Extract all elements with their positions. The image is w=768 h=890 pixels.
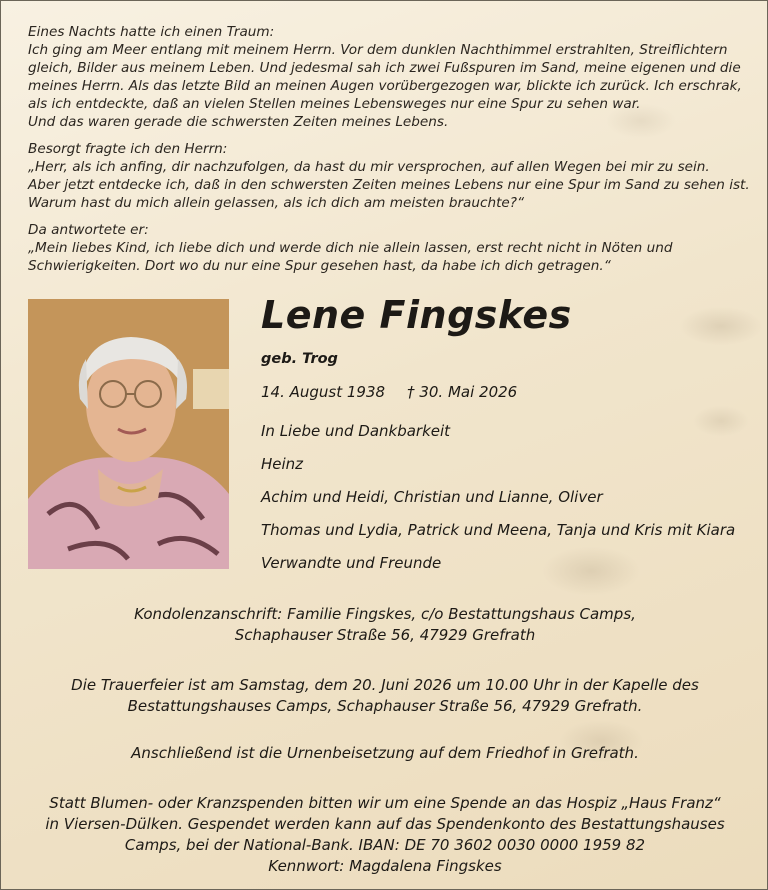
mourner-line: Verwandte und Freunde — [261, 554, 442, 572]
maiden-name: geb. Trog — [261, 351, 338, 367]
death-date: † 30. Mai 2026 — [407, 383, 518, 401]
poem-stanza-2: Besorgt fragte ich den Herrn: „Herr, als ich anfing, dir nachzufolgen, da hast du mir versprochen, auf allen Wegen bei mir zu sein. Aber jetzt entdecke ich, daß in den schwersten Zeiten meines Lebens nur eine Spur im Sand zu sehen ist. Warum hast du mich allein gelassen, als ich dich am meisten brauchte?“ — [28, 141, 750, 211]
condolence-address: Kondolenzanschrift: Familie Fingskes, c/o Bestattungshaus Camps, Schaphauser Straße 56, 47929 Grefrath — [134, 605, 636, 644]
mourners-intro: In Liebe und Dankbarkeit — [261, 422, 451, 440]
mourner-line: Thomas und Lydia, Patrick und Meena, Tanja und Kris mit Kiara — [261, 521, 736, 539]
life-dates — [261, 383, 539, 401]
footprints-poem — [28, 23, 753, 284]
portrait-photo — [28, 299, 229, 569]
portrait-illustration — [28, 299, 229, 569]
deceased-name: Lene Fingskes — [261, 293, 572, 337]
mourners-list — [261, 421, 735, 586]
poem-stanza-1: Eines Nachts hatte ich einen Traum: Ich ging am Meer entlang mit meinem Herrn. Vor dem dunklen Nachthimmel erstrahlten, Streiflichtern gleich, Bilder aus meinem Leben. Und jedesmal sah ich zwei Fußspuren im Sand, meine eigenen und die meines Herrn. Als das letzte Bild an meinen Augen vorübergezogen war, blickte ich zurück. Ich erschrak, als ich entdeckte, daß an vielen Stellen meines Lebensweges nur eine Spur zu sehen war. Und das waren gerade die schwersten Zeiten meines Lebens. — [28, 24, 742, 130]
mourner-line: Heinz — [261, 455, 304, 473]
burial-info: Anschließend ist die Urnenbeisetzung auf dem Friedhof in Grefrath. — [131, 744, 639, 762]
birth-date: 14. August 1938 — [261, 383, 386, 401]
donation-info: Statt Blumen- oder Kranzspenden bitten wir um eine Spende an das Hospiz „Haus Franz“ in Viersen-Dülken. Gespendet werden kann auf das Spendenkonto des Bestattungshauses Camps, bei der National-Bank. IBAN: DE 70 3602 0030 0000 1959 82 Kennwort: Magdalena Fingskes — [45, 794, 725, 875]
funeral-info: Die Trauerfeier ist am Samstag, dem 20. Juni 2026 um 10.00 Uhr in der Kapelle des Bestattungshauses Camps, Schaphauser Straße 56, 47929 Grefrath. — [71, 676, 699, 715]
poem-stanza-3: Da antwortete er: „Mein liebes Kind, ich liebe dich und werde dich nie allein lassen, erst recht nicht in Nöten und Schwierigkeiten. Dort wo du nur eine Spur gesehen hast, da habe ich dich getragen.“ — [28, 222, 673, 274]
mourner-line: Achim und Heidi, Christian und Lianne, Oliver — [261, 488, 603, 506]
